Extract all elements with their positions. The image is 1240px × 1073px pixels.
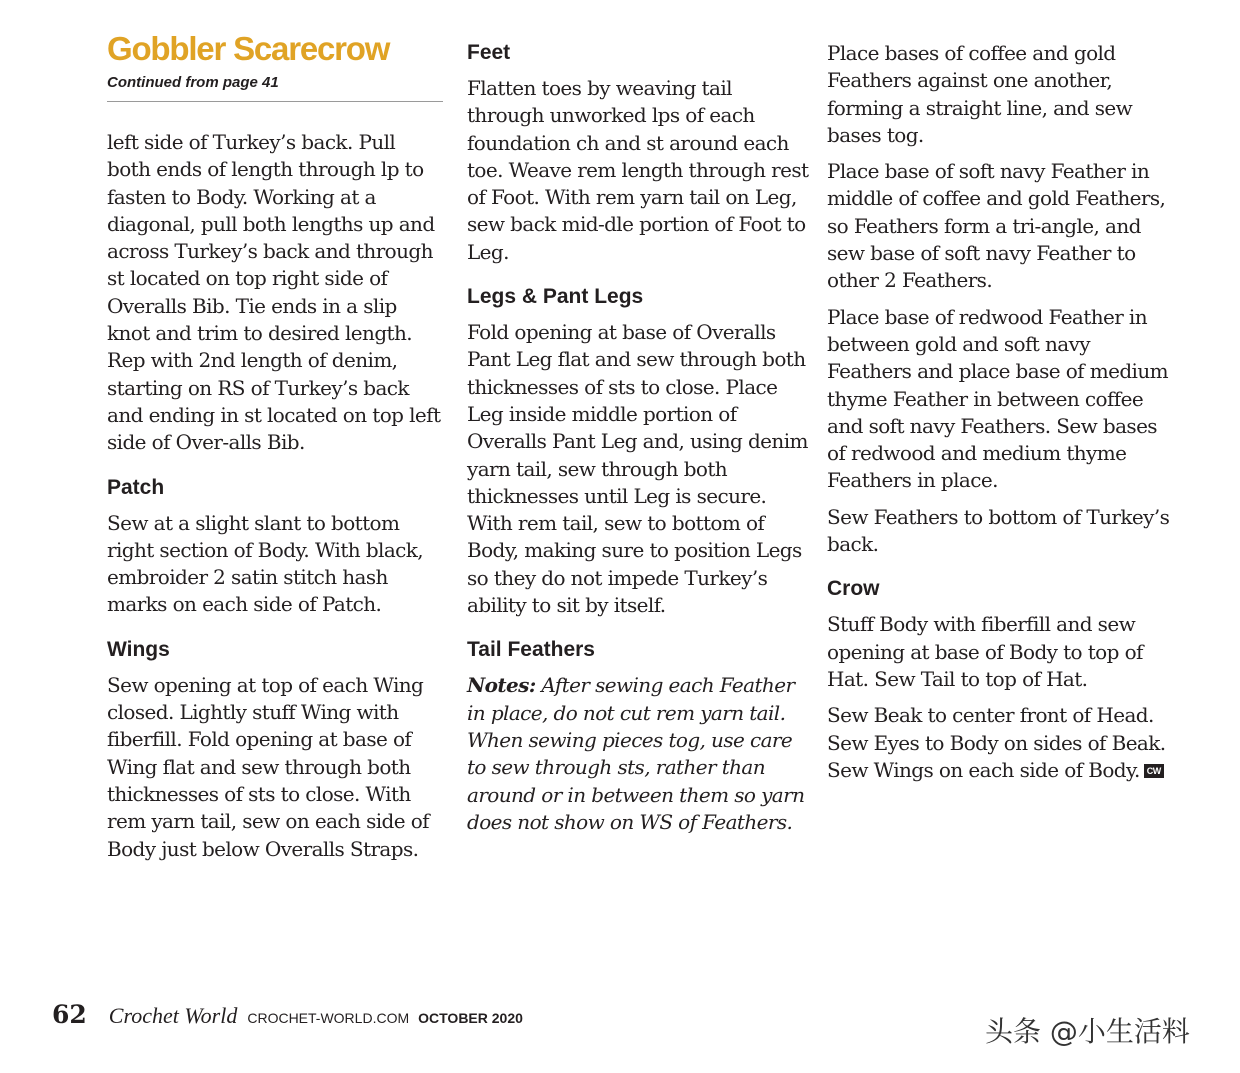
notes-text: After sewing each Feather in place, do not cut rem yarn tail. When sewing pieces tog, use care to sew through sts, rather than around or in between them so yarn does not show on WS of Feathers. xyxy=(467,673,805,834)
tail-feathers-heading: Tail Feathers xyxy=(467,638,595,662)
legs-paragraph: Fold opening at base of Overalls Pant Leg flat and sew through both thicknesses of sts to close. Place Leg inside middle portion of Overalls Pant Leg and, using denim yarn tail, sew through both thicknesses until Leg is secure. With rem tail, sew to bottom of Body, making sure to position Legs so they do not impede Turkey’s ability to sit by itself. xyxy=(467,320,808,618)
intro-paragraph: left side of Turkey’s back. Pull both ends of length through lp to fasten to Body. Working at a diagonal, pull both lengths up and across Turkey’s back and through st located on top right side of Overalls Bib. Tie ends in a slip knot and trim to desired length. Rep with 2nd length of denim, starting on RS of Turkey’s back and ending in st located on top left side of Over-alls Bib. xyxy=(107,130,441,455)
feathers-paragraph-3: Place base of redwood Feather in between gold and soft navy Feathers and place base of medium thyme Feather in between coffee and soft navy Feathers. Sew bases of redwood and medium thyme Feathers in place. xyxy=(827,304,1168,493)
feet-heading: Feet xyxy=(467,41,511,64)
crow-heading: Crow xyxy=(827,577,880,601)
watermark: 头条 @小生活料 xyxy=(985,1015,1190,1048)
page-footer xyxy=(52,1000,523,1034)
column-left xyxy=(107,30,444,863)
feathers-paragraph-1: Place bases of coffee and gold Feathers against one another, forming a straight line, and sew bases tog. xyxy=(827,41,1133,147)
patch-paragraph: Sew at a slight slant to bottom right section of Body. With black, embroider 2 satin stitch hash marks on each side of Patch. xyxy=(107,510,424,617)
title-rule xyxy=(107,101,443,102)
legs-heading: Legs & Pant Legs xyxy=(467,285,644,309)
continued-note: Continued from page 41 xyxy=(107,74,279,91)
magazine-name: Crochet World xyxy=(108,1003,238,1028)
crow-paragraph-2-text: Sew Beak to center front of Head. Sew Eyes to Body on sides of Beak. Sew Wings on each side of Body. xyxy=(827,703,1166,782)
notes-label: Notes: xyxy=(467,673,536,698)
crow-paragraph-1: Stuff Body with fiberfill and sew opening at base of Body to top of Hat. Sew Tail to top of Hat. xyxy=(827,612,1143,691)
article-title: Gobbler Scarecrow xyxy=(107,30,390,67)
end-mark-icon: CW xyxy=(1144,764,1164,778)
wings-paragraph: Sew opening at top of each Wing closed. Lightly stuff Wing with fiberfill. Fold opening at base of Wing flat and sew through both thicknesses of sts to close. With rem yarn tail, sew on each side of Body just below Overalls Straps. xyxy=(107,672,429,861)
issue-date: OCTOBER 2020 xyxy=(418,1010,523,1026)
column-right xyxy=(827,40,1172,784)
feet-paragraph: Flatten toes by weaving tail through unworked lps of each foundation ch and st around each toe. Weave rem length through rest of Foot. With rem yarn tail on Leg, sew back mid-dle portion of Foot to Leg. xyxy=(467,76,809,264)
feathers-paragraph-4: Sew Feathers to bottom of Turkey’s back. xyxy=(827,504,1170,557)
notes-paragraph xyxy=(467,672,812,836)
crow-paragraph-2 xyxy=(827,702,1172,784)
page-number: 62 xyxy=(52,1000,87,1029)
website-url: CROCHET-WORLD.COM xyxy=(247,1010,410,1026)
column-middle xyxy=(467,40,812,836)
patch-heading: Patch xyxy=(107,475,165,499)
wings-heading: Wings xyxy=(107,637,170,661)
feathers-paragraph-2: Place base of soft navy Feather in middle of coffee and gold Feathers, so Feathers form a tri-angle, and sew base of soft navy Feather to other 2 Feathers. xyxy=(827,159,1166,293)
